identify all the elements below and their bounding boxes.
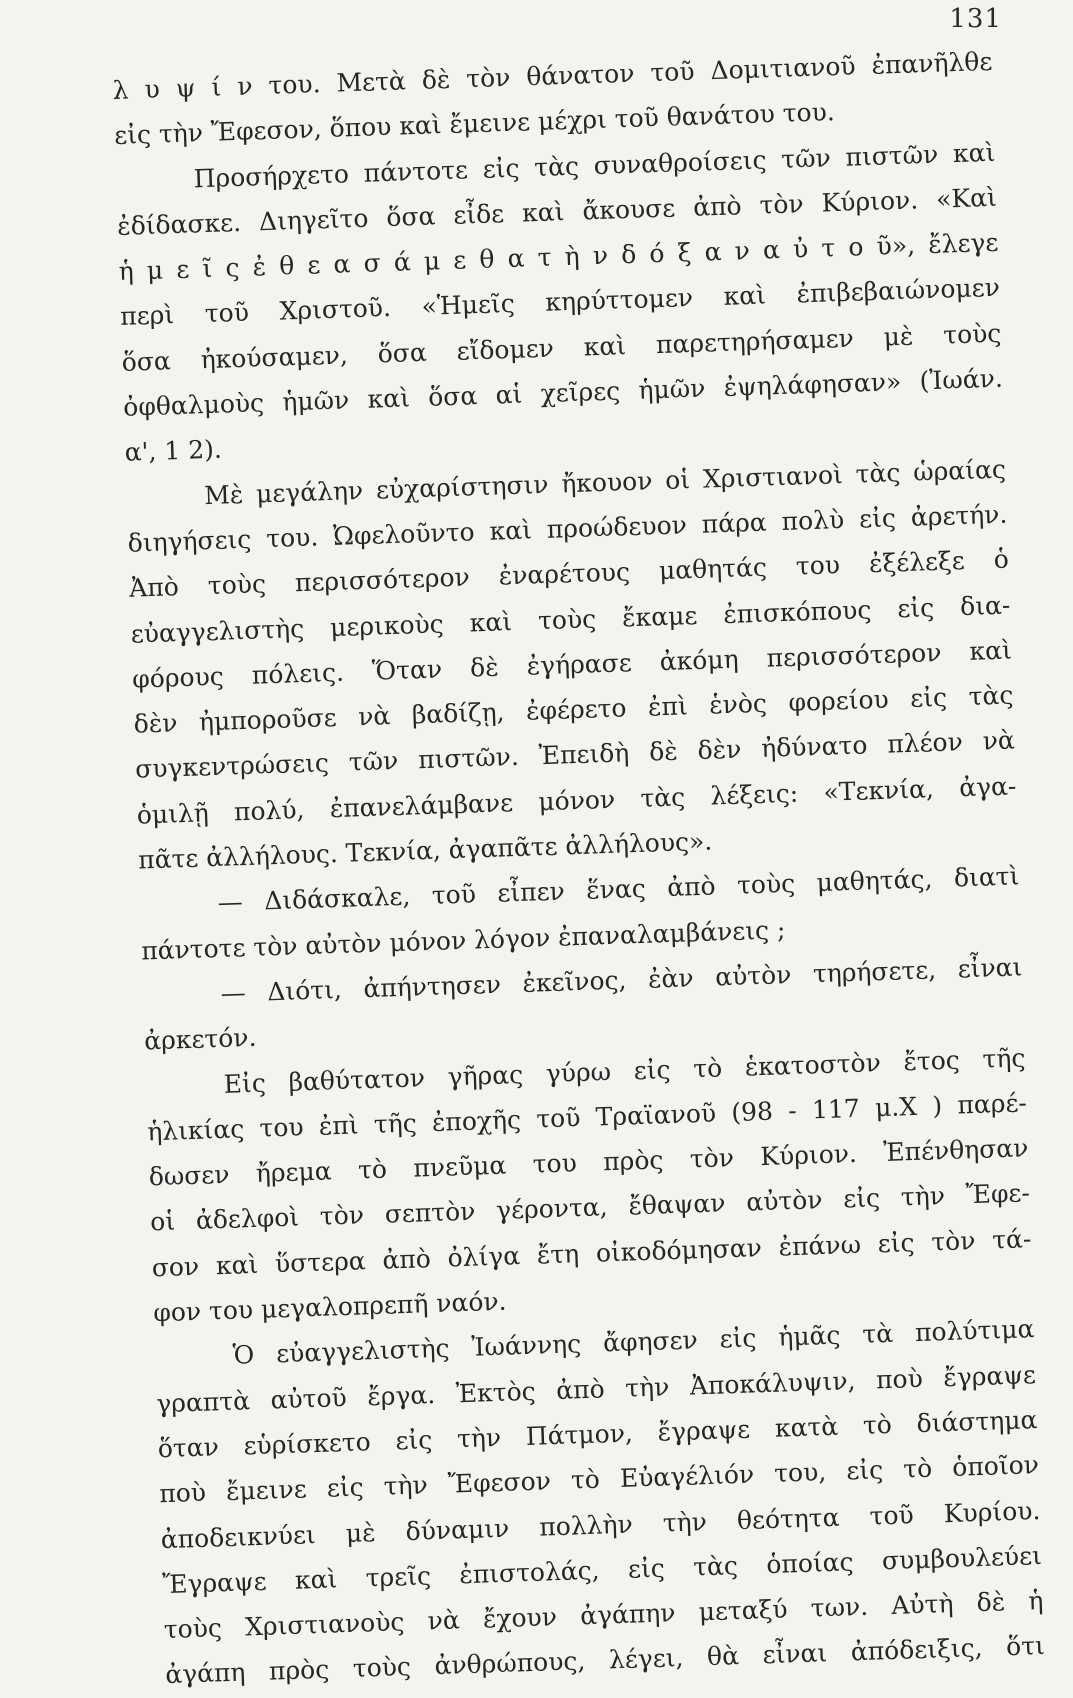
- text-line: φόρους πόλεις. Ὅταν δὲ ἐγήρασε ἀκόμη περισσότερον καὶ: [131, 635, 1013, 694]
- text-line: ποὺ ἔμεινε εἰς τὴν Ἔφεσον τὸ Εὐαγέλιόν του, εἰς τὸ ὁποῖον: [158, 1450, 1040, 1509]
- text-line: εὐαγγελιστὴς μερικοὺς καὶ τοὺς ἔκαμε ἐπισκόπους εἰς δια-: [130, 590, 1011, 649]
- text-line: — Διδάσκαλε, τοῦ εἶπεν ἕνας ἀπὸ τοὺς μαθητάς, διατὶ: [217, 861, 1020, 918]
- text-line: Ἀπὸ τοὺς περισσότερον ἐναρέτους μαθητάς του ἐξέλεξε ὁ: [128, 544, 1010, 603]
- page-number: 131: [949, 4, 1002, 34]
- text-line: ἀρκετόν.: [143, 1022, 257, 1056]
- text-line: ὀφθαλμοὺς ἡμῶν καὶ ὅσα αἱ χεῖρες ἡμῶν ἐψηλάφησαν» (Ἰωάν.: [122, 363, 1004, 422]
- body-text: [112, 39, 1046, 1698]
- text-line: λ υ ψ ί ν του. Μετὰ δὲ τὸν θάνατον τοῦ Δομιτιανοῦ ἐπανῆλθε: [112, 46, 993, 105]
- text-line: Εἰς βαθύτατον γῆρας γύρω εἰς τὸ ἑκατοστὸν ἔτος τῆς: [223, 1042, 1026, 1099]
- text-line: οἱ ἀδελφοὶ τὸν σεπτὸν γέροντα, ἔθαψαν αὐτὸν εἰς τὴν Ἔφε-: [149, 1178, 1031, 1237]
- text-line: ὅσα ἠκούσαμεν, ὅσα εἴδομεν καὶ παρετηρήσαμεν μὲ τοὺς: [121, 318, 1002, 377]
- text-line: — Διότι, ἀπήντησεν ἐκεῖνος, ἐὰν αὐτὸν τηρήσετε, εἶναι: [220, 952, 1023, 1008]
- text-line: περὶ τοῦ Χριστοῦ. «Ἡμεῖς κηρύττομεν καὶ ἐπιβεβαιώνομεν: [119, 273, 1001, 332]
- text-line: δὲν ἠμποροῦσε νὰ βαδίζῃ, ἐφέρετο ἐπὶ ἑνὸς φορείου εἰς τὰς: [133, 680, 1014, 739]
- text-line: πάντοτε τὸν αὐτὸν μόνον λόγον ἐπαναλαμβάνεις ;: [140, 914, 786, 966]
- text-line: ἀγάπη πρὸς τοὺς ἀνθρώπους, λέγει, θὰ εἶναι ἀπόδειξις, ὅτι: [164, 1631, 1046, 1690]
- text-line: ἡλικίας του ἐπὶ τῆς ἐποχῆς τοῦ Τραϊανοῦ (98 - 117 μ.Χ ) παρέ-: [146, 1088, 1028, 1147]
- text-line: Ὁ εὐαγγελιστὴς Ἰωάννης ἄφησεν εἰς ἡμᾶς τὰ πολύτιμα: [232, 1314, 1035, 1371]
- text-line: ἐδίδασκε. Διηγεῖτο ὅσα εἶδε καὶ ἄκουσε ἀπὸ τὸν Κύριον. «Καὶ: [116, 182, 998, 241]
- text-line: ἡ μ ε ῖ ς ἐ θ ε α σ ά μ ε θ α τ ὴ ν δ ό ξ α ν α ὐ τ ο ῦ», ἔλεγε: [118, 227, 999, 287]
- text-line: συγκεντρώσεις τῶν πιστῶν. Ἐπειδὴ δὲ δὲν ἠδύνατο πλέον νὰ: [134, 725, 1016, 785]
- text-line: δωσεν ἤρεμα τὸ πνεῦμα του πρὸς τὸν Κύριον. Ἐπένθησαν: [148, 1133, 1029, 1192]
- text-line: διηγήσεις του. Ὠφελοῦντο καὶ προώδευον πάρα πολὺ εἰς ἀρετήν.: [127, 499, 1008, 558]
- text-line: σον καὶ ὕστερα ἀπὸ ὀλίγα ἔτη οἰκοδόμησαν ἐπάνω εἰς τὸν τά-: [151, 1223, 1032, 1283]
- text-line: πᾶτε ἀλλήλους. Τεκνία, ἀγαπᾶτε ἀλλήλους».: [137, 826, 713, 875]
- text-line: ἀποδεικνύει μὲ δύναμιν πολλὴν τὴν θεότητα τοῦ Κυρίου.: [160, 1495, 1041, 1554]
- text-line: εἰς τὴν Ἔφεσον, ὅπου καὶ ἔμεινε μέχρι τοῦ θανάτου του.: [113, 97, 836, 151]
- text-line: α', 1 2).: [124, 434, 223, 468]
- text-line: Ἔγραψε καὶ τρεῖς ἐπιστολάς, εἰς τὰς ὁποίας συμβουλεύει: [161, 1540, 1043, 1599]
- text-line: τοὺς Χριστιανοὺς νὰ ἔχουν ἀγάπην μεταξύ των. Αὐτὴ δὲ ἡ: [163, 1586, 1044, 1645]
- text-line: ὁμιλῇ πολύ, ἐπανελάμβανε μόνον τὰς λέξεις: «Τεκνία, ἀγα-: [136, 771, 1017, 830]
- text-line: Προσήρχετο πάντοτε εἰς τὰς συναθροίσεις τῶν πιστῶν καὶ: [193, 137, 996, 193]
- text-line: Μὲ μεγάλην εὐχαρίστησιν ἤκουον οἱ Χριστιανοὶ τὰς ὡραίας: [203, 454, 1007, 510]
- text-line: ὅταν εὑρίσκετο εἰς τὴν Πάτμον, ἔγραψε κατὰ τὸ διάστημα: [157, 1404, 1038, 1464]
- text-line: φον του μεγαλοπρεπῆ ναόν.: [152, 1286, 507, 1328]
- text-line: γραπτὰ αὐτοῦ ἔργα. Ἐκτὸς ἀπὸ τὴν Ἀποκάλυψιν, ποὺ ἔγραψε: [155, 1359, 1037, 1418]
